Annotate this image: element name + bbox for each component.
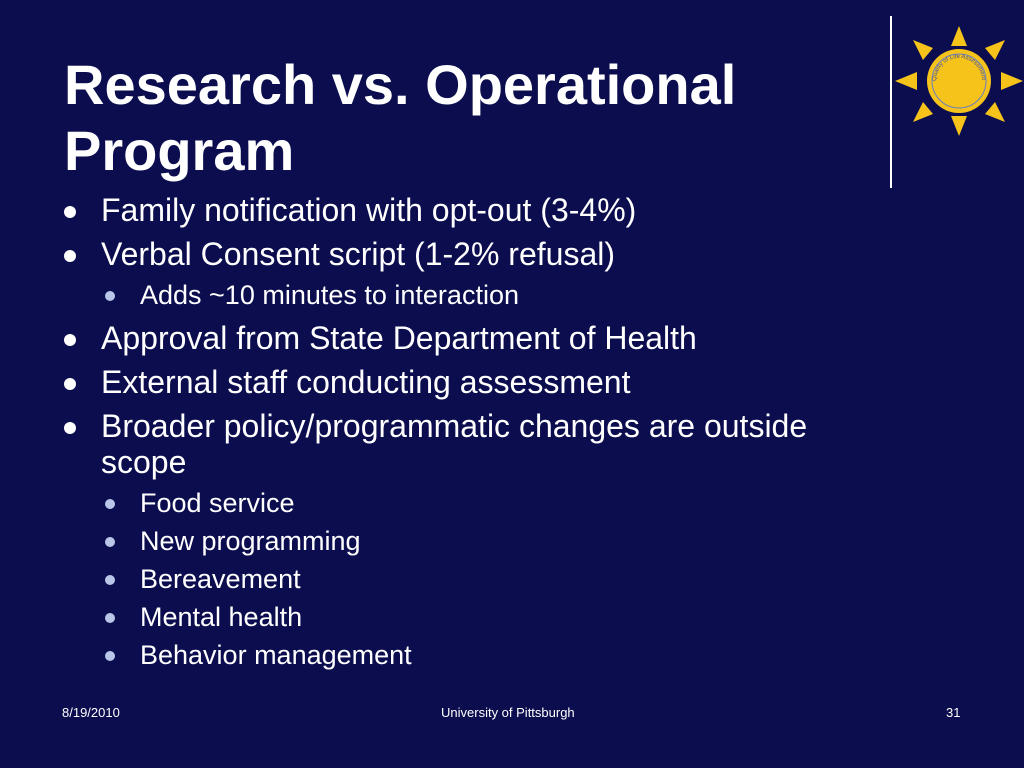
bullet-dot-icon (64, 334, 76, 346)
footer-organization: University of Pittsburgh (441, 705, 575, 720)
sub-bullet-item (62, 526, 962, 556)
sub-bullet-text: Adds ~10 minutes to interaction (140, 280, 519, 310)
sub-bullet-dot-icon (105, 575, 115, 585)
sub-bullet-text: Food service (140, 488, 295, 518)
bullet-dot-icon (64, 378, 76, 390)
sub-bullet-text: New programming (140, 526, 361, 556)
sub-bullet-item (62, 488, 962, 518)
bullet-item (62, 408, 962, 480)
sub-bullet-dot-icon (105, 651, 115, 661)
sub-bullet-dot-icon (105, 291, 115, 301)
bullet-text-line-1: Broader policy/programmatic changes are outside (101, 408, 808, 444)
sub-bullet-dot-icon (105, 613, 115, 623)
bullet-dot-icon (64, 206, 76, 218)
bullet-item (62, 320, 962, 356)
sub-bullet-item (62, 564, 962, 594)
sun-logo-icon (893, 24, 1024, 138)
slide-title-line-1: Research vs. Operational (64, 53, 737, 116)
slide-title-line-2: Program (64, 119, 295, 182)
sub-bullet-text: Mental health (140, 602, 303, 632)
bullet-text: Family notification with opt-out (3-4%) (101, 192, 637, 228)
footer-page-number: 31 (946, 705, 961, 720)
sub-bullet-item (62, 602, 962, 632)
title-divider (890, 16, 892, 188)
bullet-item (62, 192, 962, 228)
footer-date: 8/19/2010 (62, 705, 120, 720)
bullet-item (62, 236, 962, 272)
sub-bullet-item (62, 640, 962, 670)
bullet-dot-icon (64, 422, 76, 434)
sub-bullet-text: Behavior management (140, 640, 412, 670)
slide-title (64, 52, 864, 184)
sub-bullet-item (62, 280, 962, 310)
sub-bullet-text: Bereavement (140, 564, 301, 594)
bullet-text-line-2: scope (101, 444, 187, 480)
sub-bullet-dot-icon (105, 537, 115, 547)
bullet-text: External staff conducting assessment (101, 364, 631, 400)
bullet-text: Verbal Consent script (1-2% refusal) (101, 236, 615, 272)
sub-bullet-dot-icon (105, 499, 115, 509)
bullet-item (62, 364, 962, 400)
bullet-list (62, 192, 962, 678)
bullet-text: Approval from State Department of Health (101, 320, 697, 356)
bullet-dot-icon (64, 250, 76, 262)
logo-ring-text: Quality of Life Assessment (931, 53, 986, 82)
